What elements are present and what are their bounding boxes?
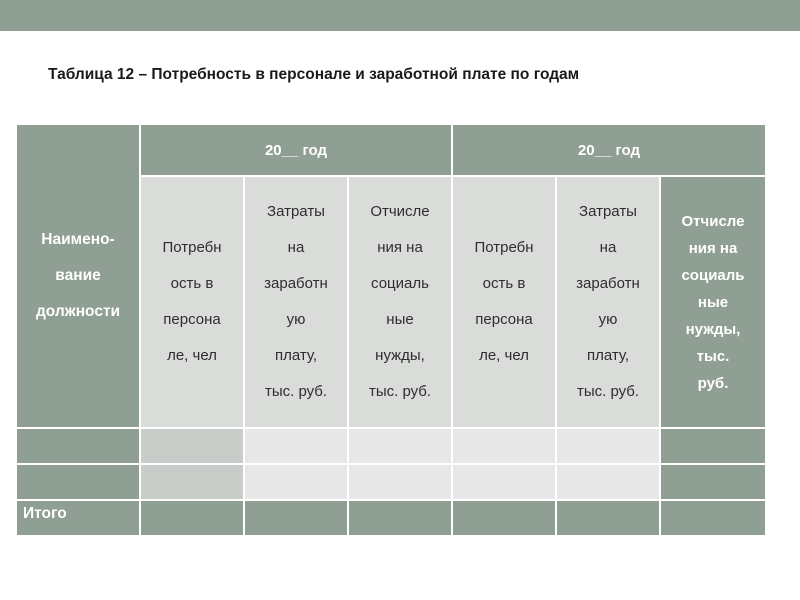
year-header-2: 20__ год: [452, 124, 766, 176]
top-bar: [0, 0, 800, 31]
table-cell: [556, 428, 660, 464]
table-cell: [348, 500, 452, 536]
row-name-cell: [16, 428, 140, 464]
table-cell: [556, 500, 660, 536]
table-cell: [348, 428, 452, 464]
table-title: Таблица 12 – Потребность в персонале и заработной плате по годам: [48, 66, 580, 83]
table-cell: [140, 464, 244, 500]
row-name-cell: [16, 464, 140, 500]
total-label: Итого: [16, 500, 140, 536]
table-cell: [452, 464, 556, 500]
table-cell: [556, 464, 660, 500]
position-name-header: Наимено- вание должности: [16, 124, 140, 428]
staff-salary-table: [15, 123, 767, 537]
year-header-1: 20__ год: [140, 124, 452, 176]
table-row: [16, 428, 766, 464]
table-row: [16, 464, 766, 500]
year2-staff-need-header: Потребн ость в персона ле, чел: [452, 176, 556, 428]
table-cell: [244, 500, 348, 536]
table-cell: [140, 500, 244, 536]
table-cell: [660, 428, 766, 464]
table-cell: [140, 428, 244, 464]
table-cell: [660, 500, 766, 536]
year1-social-contrib-header: Отчисле ния на социаль ные нужды, тыс. руб.: [348, 176, 452, 428]
table-cell: [660, 464, 766, 500]
table-cell: [244, 428, 348, 464]
year1-salary-cost-header: Затраты на заработн ую плату, тыс. руб.: [244, 176, 348, 428]
table-cell: [452, 500, 556, 536]
year2-salary-cost-header: Затраты на заработн ую плату, тыс. руб.: [556, 176, 660, 428]
year2-social-contrib-header: Отчисле ния на социаль ные нужды, тыс. руб.: [660, 176, 766, 428]
table-cell: [244, 464, 348, 500]
table-cell: [452, 428, 556, 464]
table-cell: [348, 464, 452, 500]
total-row: [16, 500, 766, 536]
year1-staff-need-header: Потребн ость в персона ле, чел: [140, 176, 244, 428]
